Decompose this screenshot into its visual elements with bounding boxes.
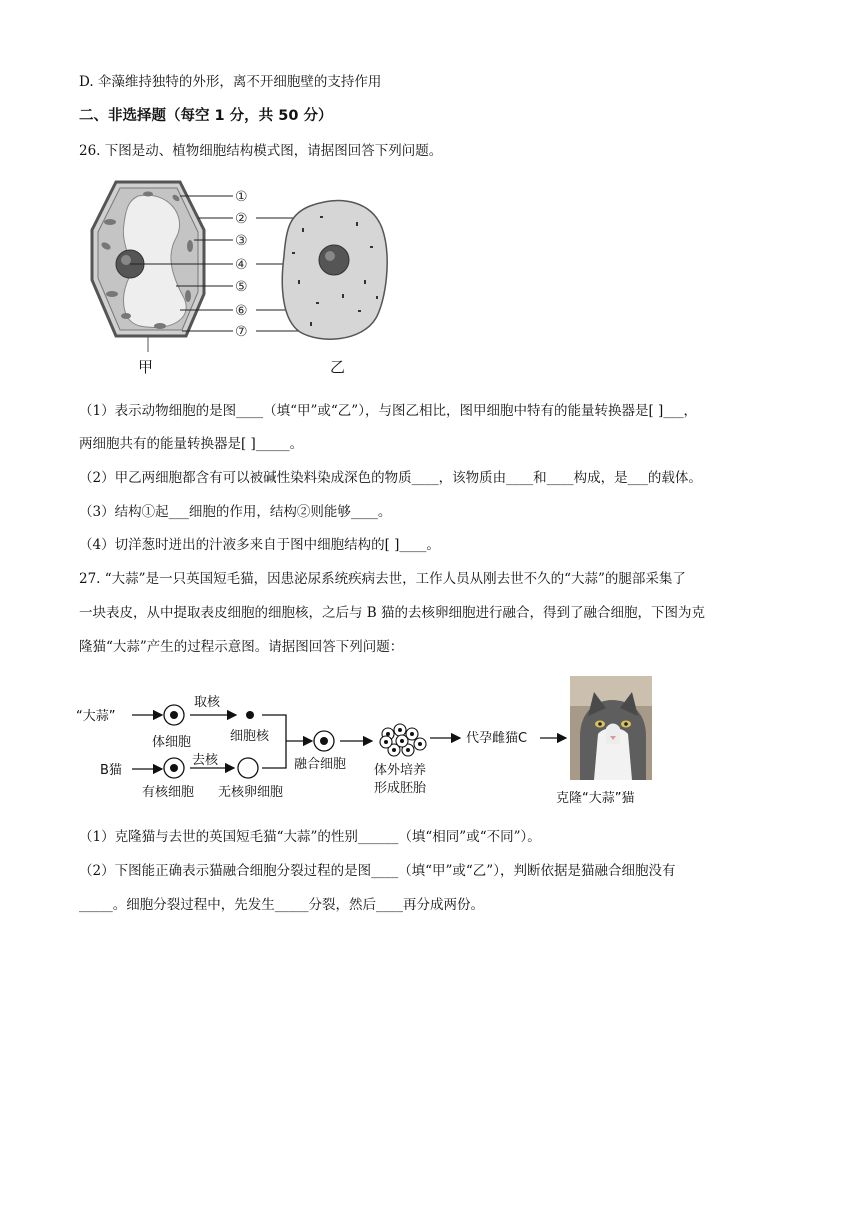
q27-part1: （1）克隆猫与去世的英国短毛猫“大蒜”的性别______（填“相同”或“不同”）。 bbox=[79, 829, 541, 845]
q27-stem-line3: 隆猫“大蒜”产生的过程示意图。请据图回答下列问题： bbox=[79, 639, 404, 655]
cell-structure-diagram bbox=[80, 176, 390, 381]
body-cell bbox=[164, 705, 184, 725]
q26-part1-line1: （1）表示动物细胞的是图____（填“甲”或“乙”），与图乙相比，图甲细胞中特有的能量转换器是[ ]___， bbox=[79, 403, 698, 419]
q27-part2-line2: _____。细胞分裂过程中，先发生_____分裂，然后____再分成两份。 bbox=[79, 897, 484, 913]
nucleated-egg-label: 有核细胞 bbox=[142, 785, 195, 800]
label-2: ② bbox=[235, 211, 248, 227]
plant-cell-caption: 甲 bbox=[138, 358, 154, 376]
animal-cell-caption: 乙 bbox=[330, 358, 346, 376]
b-cat-label: B猫 bbox=[100, 763, 122, 778]
take-nucleus-label: 取核 bbox=[194, 695, 221, 710]
label-1: ① bbox=[235, 189, 248, 205]
body-cell-label: 体细胞 bbox=[152, 735, 192, 750]
label-4: ④ bbox=[235, 257, 248, 273]
fused-cell-label: 融合细胞 bbox=[294, 757, 347, 772]
q26-part3: （3）结构①起___细胞的作用，结构②则能够____。 bbox=[79, 504, 392, 520]
label-5: ⑤ bbox=[235, 279, 248, 295]
label-7: ⑦ bbox=[235, 324, 248, 340]
surrogate-label: 代孕雌猫C bbox=[466, 731, 528, 746]
q27-part2-line1: （2）下图能正确表示猫融合细胞分裂过程的是图____（填“甲”或“乙”），判断依据是猫融合细胞没有 bbox=[79, 863, 676, 879]
q27-stem-line2: 一块表皮，从中提取表皮细胞的细胞核，之后与 B 猫的去核卵细胞进行融合，得到了融合细胞，下图为克 bbox=[79, 605, 706, 621]
cloning-process-diagram bbox=[76, 672, 676, 814]
animal-cell bbox=[282, 201, 387, 376]
nucleated-egg-cell bbox=[164, 758, 184, 778]
culture-label-1: 体外培养 bbox=[374, 763, 427, 778]
cloned-cat-photo bbox=[570, 676, 652, 780]
q26-stem: 26. 下图是动、植物细胞结构模式图，请据图回答下列问题。 bbox=[79, 143, 443, 159]
fused-cell bbox=[314, 731, 334, 751]
remove-nucleus-label: 去核 bbox=[192, 753, 219, 768]
enucleated-egg-cell bbox=[238, 758, 258, 778]
label-3: ③ bbox=[235, 233, 248, 249]
q27-stem-line1: 27. “大蒜”是一只英国短毛猫，因患泌尿系统疾病去世，工作人员从刚去世不久的“大蒜”的腿部采集了 bbox=[79, 571, 686, 587]
q26-part1-line2: 两细胞共有的能量转换器是[ ]_____。 bbox=[79, 436, 304, 452]
section-heading: 二、非选择题（每空 1 分，共 50 分） bbox=[79, 108, 333, 124]
dasuan-label: “大蒜” bbox=[76, 709, 116, 724]
nucleus-label: 细胞核 bbox=[230, 729, 270, 744]
option-d: D. 伞藻维持独特的外形，离不开细胞壁的支持作用 bbox=[79, 74, 382, 90]
culture-label-2: 形成胚胎 bbox=[374, 781, 427, 796]
enucleated-egg-label: 无核卵细胞 bbox=[218, 785, 284, 800]
plant-cell bbox=[92, 182, 204, 376]
label-6: ⑥ bbox=[235, 303, 248, 319]
q26-part2: （2）甲乙两细胞都含有可以被碱性染料染成深色的物质____，该物质由____和____构成，是___的载体。 bbox=[79, 470, 702, 486]
cloned-cat-label: 克隆“大蒜”猫 bbox=[556, 791, 635, 806]
nucleus-dot bbox=[246, 711, 254, 719]
q26-part4: （4）切洋葱时迸出的汁液多来自于图中细胞结构的[ ]____。 bbox=[79, 537, 440, 553]
